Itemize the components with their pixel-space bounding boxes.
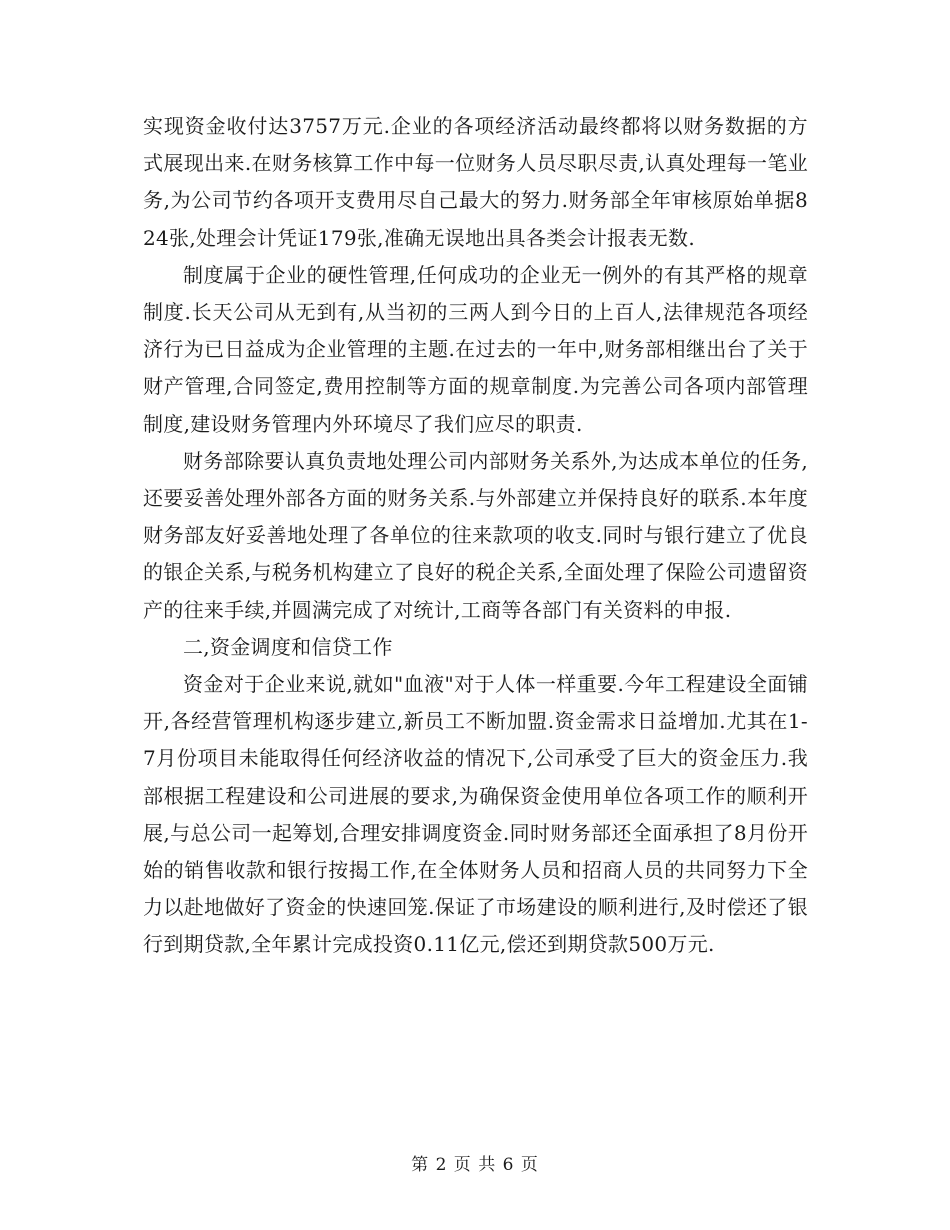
paragraph-external-relations: 财务部除要认真负责地处理公司内部财务关系外,为达成本单位的任务,还要妥善处理外部各方面的财务关系.与外部建立并保持良好的联系.本年度财务部友好妥善地处理了各单位的往来款项的收支.同时与银行建立了优良的银企关系,与税务机构建立了良好的税企关系,全面处理了保险公司遗留资产的往来手续,并圆满完成了对统计,工商等各部门有关资料的申报.: [143, 448, 808, 622]
page-number-footer: 第 2 页 共 6 页: [411, 1155, 539, 1175]
section-heading-fund-credit: 二,资金调度和信贷工作: [183, 634, 393, 659]
document-body: [143, 108, 808, 964]
paragraph-regulations: 制度属于企业的硬性管理,任何成功的企业无一例外的有其严格的规章制度.长天公司从无到有,从当初的三两人到今日的上百人,法律规范各项经济行为已日益成为企业管理的主题.在过去的一年中,财务部相继出台了关于财产管理,合同签定,费用控制等方面的规章制度.为完善公司各项内部管理制度,建设财务管理内外环境尽了我们应尽的职责.: [143, 262, 808, 436]
paragraph-fund-summary: 实现资金收付达3757万元.企业的各项经济活动最终都将以财务数据的方式展现出来.在财务核算工作中每一位财务人员尽职尽责,认真处理每一笔业务,为公司节约各项开支费用尽自己最大的努力.财务部全年审核原始单据824张,处理会计凭证179张,准确无误地出具各类会计报表无数.: [143, 114, 808, 250]
paragraph-fund-dispatch: 资金对于企业来说,就如"血液"对于人体一样重要.今年工程建设全面铺开,各经营管理机构逐步建立,新员工不断加盟.资金需求日益增加.尤其在1-7月份项目未能取得任何经济收益的情况下,公司承受了巨大的资金压力.我部根据工程建设和公司进展的要求,为确保资金使用单位各项工作的顺利开展,与总公司一起筹划,合理安排调度资金.同时财务部还全面承担了8月份开始的销售收款和银行按揭工作,在全体财务人员和招商人员的共同努力下全力以赴地做好了资金的快速回笼.保证了市场建设的顺利进行,及时偿还了银行到期贷款,全年累计完成投资0.11亿元,偿还到期贷款500万元.: [143, 672, 808, 957]
